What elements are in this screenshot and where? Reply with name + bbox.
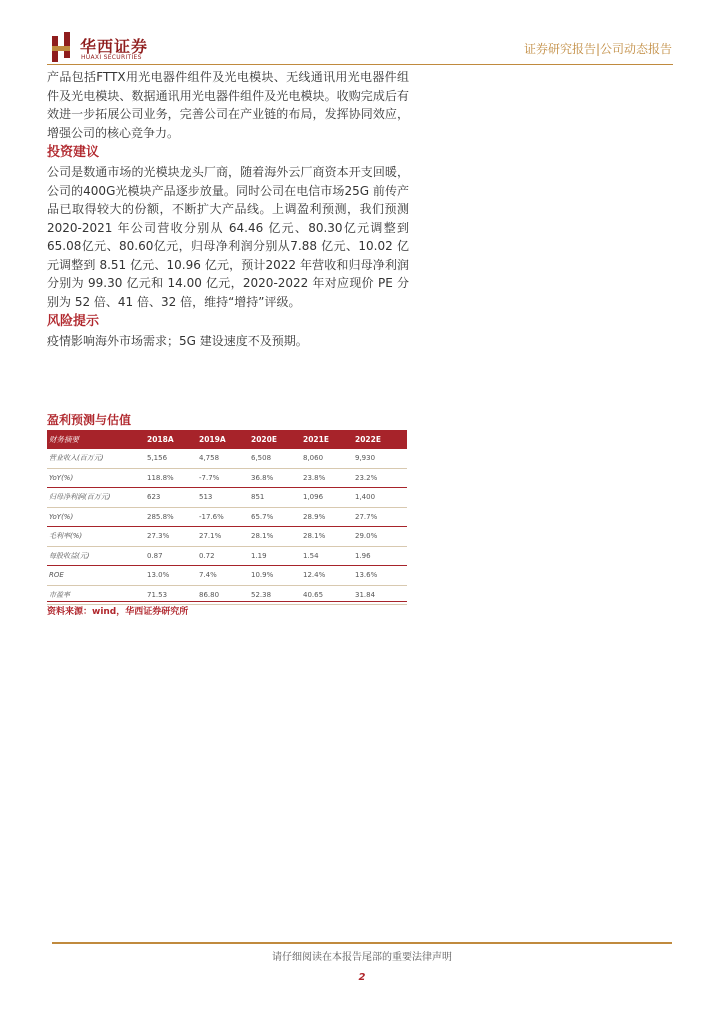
table-cell: 71.53 bbox=[147, 590, 168, 599]
table-cell: 31.84 bbox=[355, 590, 376, 599]
table-cell: 65.7% bbox=[251, 512, 274, 521]
row-label: YoY(%) bbox=[49, 512, 74, 521]
year-header: 2022E bbox=[355, 435, 381, 444]
row-label: 毛利率(%) bbox=[49, 532, 83, 541]
table-cell: 12.4% bbox=[303, 571, 326, 580]
row-label: 归母净利润(百万元) bbox=[49, 493, 111, 502]
table-cell: 7.4% bbox=[199, 571, 217, 580]
row-label: YoY(%) bbox=[49, 473, 74, 482]
table-cell: 36.8% bbox=[251, 473, 274, 482]
table-cell: 27.7% bbox=[355, 512, 378, 521]
table-cell: 28.1% bbox=[303, 532, 326, 541]
intro-paragraph: 产品包括FTTX用光电器件组件及光电模块、无线通讯用光电器件组件及光电模块、数据通讯用光电器件组件及光电模块。收购完成后有效进一步拓展公司业务，完善公司在产业链的布局，发挥协同效应，增强公司的核心竞争力。 bbox=[47, 70, 409, 140]
report-type-label: 证券研究报告|公司动态报告 bbox=[523, 42, 672, 56]
table-cell: 513 bbox=[199, 493, 213, 502]
risk-heading: 风险提示 bbox=[47, 314, 100, 329]
table-cell: 13.6% bbox=[355, 571, 378, 580]
table-cell: 27.1% bbox=[199, 532, 222, 541]
huaxi-logo-icon bbox=[50, 32, 76, 64]
table-title: 盈利预测与估值 bbox=[47, 413, 132, 427]
table-bottom-rule bbox=[47, 601, 407, 602]
table-cell: 8,060 bbox=[303, 454, 324, 463]
table-cell: 0.87 bbox=[147, 551, 163, 560]
table-header-label: 财务摘要 bbox=[49, 435, 79, 444]
table-cell: 1.54 bbox=[303, 551, 319, 560]
row-label: 每股收益(元) bbox=[49, 551, 90, 560]
table-cell: 28.1% bbox=[251, 532, 274, 541]
investment-advice-paragraph: 公司是数通市场的光模块龙头厂商，随着海外云厂商资本开支回暖，公司的400G光模块产品逐步放量。同时公司在电信市场25G 前传产品已取得较大的份额，不断扩大产品线。上调盈利预测，我们预测 2020-2021 年公司营收分别从 64.46 亿元、80.30亿元调整到65.08亿元、80.60亿元，归母净利润分别从7.88 亿元、10.02 亿元调整到 8.51 亿元、10.96 亿元，预计2022 年营收和归母净利润分别为 99.30 亿元和 14.00 亿元，2020-2022 年对应现价 PE 分别为 52 倍、41 倍、32 倍，维持“增持”评级。 bbox=[47, 165, 409, 309]
table-cell: 28.9% bbox=[303, 512, 326, 521]
table-row bbox=[47, 468, 407, 488]
table-cell: 1.19 bbox=[251, 551, 267, 560]
table-cell: -7.7% bbox=[199, 473, 220, 482]
row-label: ROE bbox=[49, 571, 64, 580]
table-row bbox=[47, 488, 407, 508]
row-label: 营业收入(百万元) bbox=[49, 454, 104, 463]
financial-table-wrapper bbox=[47, 430, 407, 605]
table-cell: 52.38 bbox=[251, 590, 272, 599]
table-cell: 1,400 bbox=[355, 493, 376, 502]
data-source: 资料来源：wind，华西证券研究所 bbox=[47, 607, 189, 617]
table-cell: 27.3% bbox=[147, 532, 170, 541]
table-cell: 1,096 bbox=[303, 493, 324, 502]
main-text-column bbox=[47, 68, 409, 351]
table-cell: 0.72 bbox=[199, 551, 215, 560]
page-number: 2 bbox=[358, 972, 366, 983]
table-cell: 851 bbox=[251, 493, 265, 502]
table-cell: 9,930 bbox=[355, 454, 376, 463]
header-divider bbox=[47, 64, 673, 65]
table-row bbox=[47, 566, 407, 586]
logo-chinese-name: 华西证券 bbox=[80, 37, 149, 56]
table-cell: 23.2% bbox=[355, 473, 378, 482]
table-header-row bbox=[47, 430, 407, 449]
footer-disclaimer: 请仔细阅读在本报告尾部的重要法律声明 bbox=[272, 952, 452, 963]
company-logo bbox=[50, 32, 220, 66]
footer-divider bbox=[52, 942, 672, 944]
table-cell: 13.0% bbox=[147, 571, 170, 580]
table-cell: 285.8% bbox=[147, 512, 174, 521]
table-cell: 40.65 bbox=[303, 590, 324, 599]
table-cell: 10.9% bbox=[251, 571, 274, 580]
financial-forecast-table bbox=[47, 430, 407, 605]
year-header: 2019A bbox=[199, 435, 226, 444]
table-cell: -17.6% bbox=[199, 512, 224, 521]
year-header: 2021E bbox=[303, 435, 329, 444]
table-cell: 4,758 bbox=[199, 454, 220, 463]
table-row bbox=[47, 527, 407, 547]
table-row bbox=[47, 507, 407, 527]
table-cell: 118.8% bbox=[147, 473, 174, 482]
table-cell: 23.8% bbox=[303, 473, 326, 482]
risk-paragraph: 疫情影响海外市场需求；5G 建设速度不及预期。 bbox=[47, 334, 308, 348]
table-cell: 623 bbox=[147, 493, 161, 502]
table-cell: 29.0% bbox=[355, 532, 378, 541]
year-header: 2018A bbox=[147, 435, 174, 444]
table-cell: 1.96 bbox=[355, 551, 371, 560]
row-label: 市盈率 bbox=[49, 590, 70, 599]
table-row bbox=[47, 449, 407, 468]
table-cell: 6,508 bbox=[251, 454, 272, 463]
year-header: 2020E bbox=[251, 435, 277, 444]
table-cell: 5,156 bbox=[147, 454, 168, 463]
page-header bbox=[0, 0, 724, 66]
logo-english-name: HUAXI SECURITIES bbox=[81, 54, 142, 61]
table-row bbox=[47, 546, 407, 566]
table-cell: 86.80 bbox=[199, 590, 220, 599]
investment-advice-heading: 投资建议 bbox=[47, 145, 100, 160]
